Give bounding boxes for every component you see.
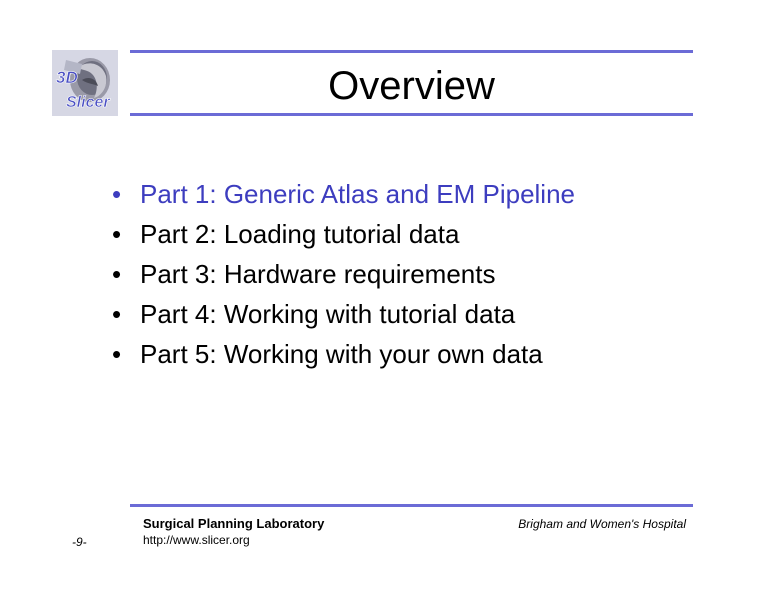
list-item-label: Part 1: Generic Atlas and EM Pipeline	[140, 179, 576, 209]
slicer-logo	[52, 50, 118, 116]
overview-list	[108, 174, 575, 374]
bullet-dot: •	[112, 299, 122, 329]
list-item-label: Part 4: Working with tutorial data	[140, 299, 516, 329]
logo-slicer-text: Slicer	[66, 94, 110, 111]
slicer-logo-graphic	[52, 50, 118, 116]
list-item-label: Part 3: Hardware requirements	[140, 259, 496, 289]
list-item-part-5	[108, 334, 575, 374]
footer-url: http://www.slicer.org	[143, 533, 250, 547]
list-item-part-4	[108, 294, 575, 334]
bullet-dot: •	[112, 259, 122, 289]
footer-lab-name: Surgical Planning Laboratory	[143, 516, 325, 531]
list-item-label: Part 5: Working with your own data	[140, 339, 543, 369]
header-rule-bottom	[130, 113, 693, 116]
footer-rule	[130, 504, 693, 507]
slide-title: Overview	[328, 64, 495, 108]
bullet-dot: •	[112, 339, 122, 369]
bullet-dot: •	[112, 179, 122, 209]
list-item-part-1	[108, 174, 575, 214]
list-item-label: Part 2: Loading tutorial data	[140, 219, 460, 249]
page-number: -9-	[72, 535, 87, 549]
footer-hospital: Brigham and Women's Hospital	[518, 517, 686, 531]
list-item-part-3	[108, 254, 575, 294]
list-item-part-2	[108, 214, 575, 254]
header-rule-top	[130, 50, 693, 53]
bullet-dot: •	[112, 219, 122, 249]
logo-3d-text: 3D	[56, 68, 78, 87]
